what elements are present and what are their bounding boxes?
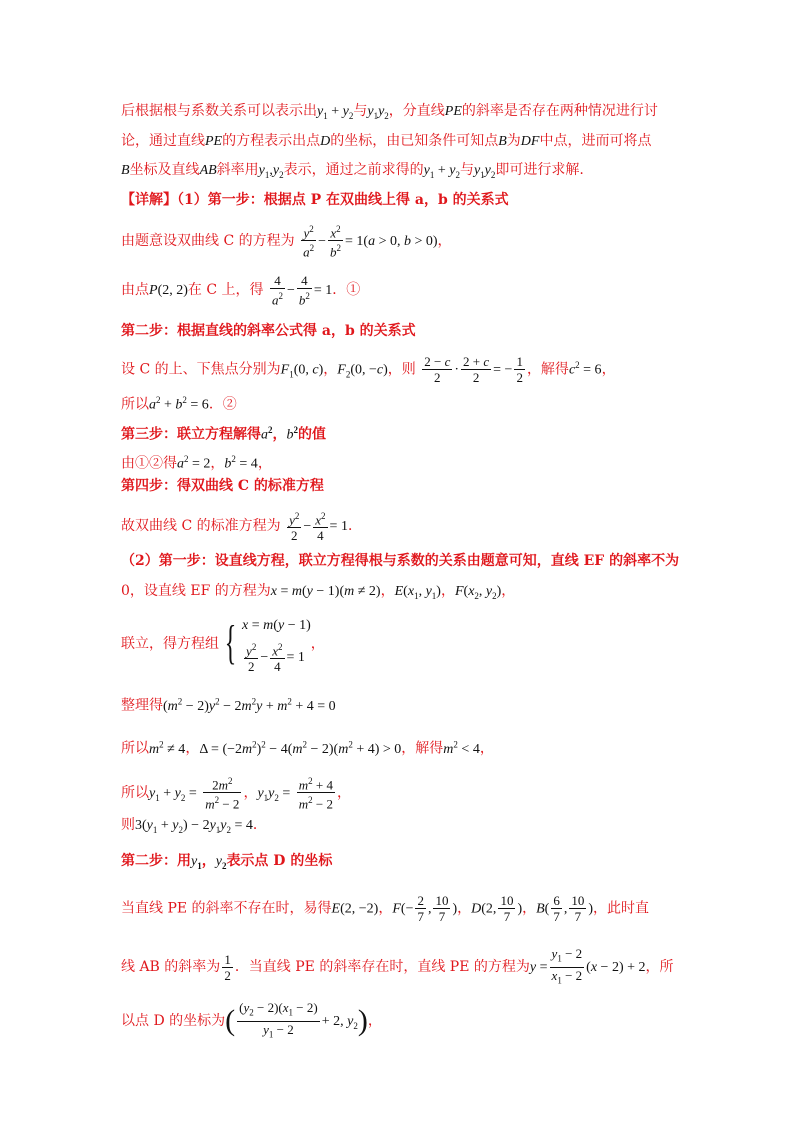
part2-line-3: 所以$m^2 \ne 4$，$\Delta = (-2m^2)^2 - 4(m^2 - 2)(m^2 + 4) > 0$，解得$m^2 < 4$， [121,739,494,757]
text: 第四步：得双曲线 C 的标准方程 [121,478,324,494]
text: 设 C 的上、下焦点分别为 [121,361,281,378]
text: 第三步：联立方程解得 [121,426,261,443]
intro-line-3: B坐标及直线AB斜率用$y_1,y_2$表示，通过之前求得的$y_1 + y_2$与$y_1y_2$即可进行求解. [121,162,584,180]
text: ．② [208,396,237,413]
text: 中点，进而可将点 [539,133,652,149]
intro-line-2: 论，通过直线PE的方程表示出点D的坐标，由已知条件可知点B为DF中点，进而可将点 [121,133,652,149]
part2-line-7: 线 AB 的斜率为 $\frac{1}{2}$ ．当直线 PE 的斜率存在时，直线 PE 的方程为y = $\frac{y_1 - 2}{x_1 - 2}$ (x − 2) + 2，所 [121,946,674,988]
text: ，此时直 [593,900,650,917]
text: 坐标及直线 [129,162,200,178]
text: 线 AB 的斜率为 [121,959,221,976]
text: 表示点 D 的坐标 [226,853,333,869]
equation-line-6: 故双曲线 C 的标准方程为 $\frac{y^2}{2}$ − $\frac{x^2}{4}$ = 1． [121,511,362,544]
text: 的坐标，由已知条件可知点 [330,133,499,149]
text: 为 [506,133,521,149]
part2-line-5: 则$3(y_1 + y_2) - 2y_1y_2 = 4$． [121,817,267,835]
text: 由题意设双曲线 C 的方程为 [121,232,295,249]
text: 当直线 PE 的斜率不存在时，易得 [121,900,332,917]
text: 整理得 [121,697,163,714]
text: 所以 [121,784,149,801]
text: 在 C 上，得 [187,282,264,299]
text: 则 [121,817,135,833]
equation-line-2: 由点P(2, 2)在 C 上，得 $\frac{4}{a^2}$ − $\frac{4}{b^2}$ = 1．① [121,273,361,308]
text: ，分直线 [388,103,445,119]
detail-step4-heading [121,476,324,496]
equation-line-3: 设 C 的上、下焦点分别为$F_1(0$, c)，$F_2(0$, −c)，则 $\frac{2 - c}{2}$ · $\frac{2 + c}{2}$ = − $\frac{1}{2}$ ，解得$c^2 = 6$， [121,354,616,385]
detail-tag: 【详解】 [121,192,177,208]
text: ，解得 [526,361,569,378]
text: 表示，通过之前求得的 [283,162,424,178]
detail-step3-heading: 第三步：联立方程解得$a^2$，$b^2$的值 [121,425,326,443]
text: ．① [332,282,361,299]
text: 所以 [121,740,149,757]
text: 即可进行求解. [495,162,584,178]
text: 联立，得方程组 [121,636,219,653]
text: 的值 [298,426,326,443]
equation-line-1: 由题意设双曲线 C 的方程为 $\frac{y^2}{a^2}$ − $\frac{x^2}{b^2}$ = 1(a > 0, b > 0)， [121,224,452,260]
text: （2）第一步：设直线方程，联立方程得根与系数的关系由题意可知，直线 EF 的斜率不为 [121,553,680,569]
text: 与 [459,162,474,178]
text: 的斜率是否存在两种情况进行讨 [461,103,658,119]
text: 以点 D 的坐标为 [121,1013,226,1030]
part2-line-8: 以点 D 的坐标为( $\frac{(y_2 - 2)(x_1 - 2)}{y_1 - 2}$ + 2, $y_2$)， [121,1000,382,1042]
text: 0，设直线 EF 的方程为 [121,583,271,599]
intro-line-1: 后根据根与系数关系可以表示出$y_1 + y_2$与$y_1y_2$，分直线PE的斜率是否存在两种情况进行讨 [121,103,658,121]
detail-step1-heading [121,190,509,210]
part2-line-2: 整理得$(m^2 - 2)y^2 - 2m^2y + m^2 + 4 = 0$ [121,696,336,714]
text: 斜率用 [216,162,259,178]
text: ，则 [387,361,416,378]
text: 所以 [121,396,149,413]
part2-line-1: 0，设直线 EF 的方程为x = m(y − 1)(m ≠ 2)，$E(x_1$, $y_1$)，$F(x_2$, $y_2$)， [121,583,516,601]
text: （1）第一步：根据点 P 在双曲线上得 a，b 的关系式 [177,192,509,208]
text: 的方程表示出点 [222,133,321,149]
text: 第二步：用 [121,853,191,869]
text: 故双曲线 C 的标准方程为 [121,518,281,535]
equation-line-4: 所以$a^2 + b^2 = 6$．② [121,395,237,413]
part2-line-6: 当直线 PE 的斜率不存在时，易得E(2, −2)，F(− $\frac{2}{7}$ , $\frac{10}{7}$ )，D(2, $\frac{10}{7}$ )，B( $\frac{6}{7}$ , $\frac{10}{7}$ )，此时直 [121,893,650,924]
text: 第二步：根据直线的斜率公式得 a，b 的关系式 [121,323,416,339]
part2-step1-heading [121,551,679,571]
text: 论，通过直线 [121,133,205,149]
text: ．当直线 PE 的斜率存在时，直线 PE 的方程为 [234,959,530,976]
part2-step2-heading: 第二步：用$y_1$，$y_2$表示点 D 的坐标 [121,853,333,871]
text: 与 [353,103,368,119]
part2-line-4: 所以$y_1 + y_2$ = $\frac{2m^2}{m^2 - 2}$ ，$y_1y_2$ = $\frac{m^2 + 4}{m^2 - 2}$ ， [121,776,351,812]
text: ，解得 [401,740,444,757]
text: ，所 [645,959,674,976]
part2-system: 联立，得方程组 { x = m(y − 1) $\frac{y^2}{2}$ − $\frac{x^2}{4}$ = 1 ， [121,616,325,675]
equation-line-5: 由①②得$a^2 = 2$，$b^2 = 4$， [121,454,272,472]
text: 后根据根与系数关系可以表示出 [121,103,317,119]
detail-step2-heading [121,321,416,341]
text: 由①②得 [121,455,177,472]
text: 由点 [121,282,149,299]
